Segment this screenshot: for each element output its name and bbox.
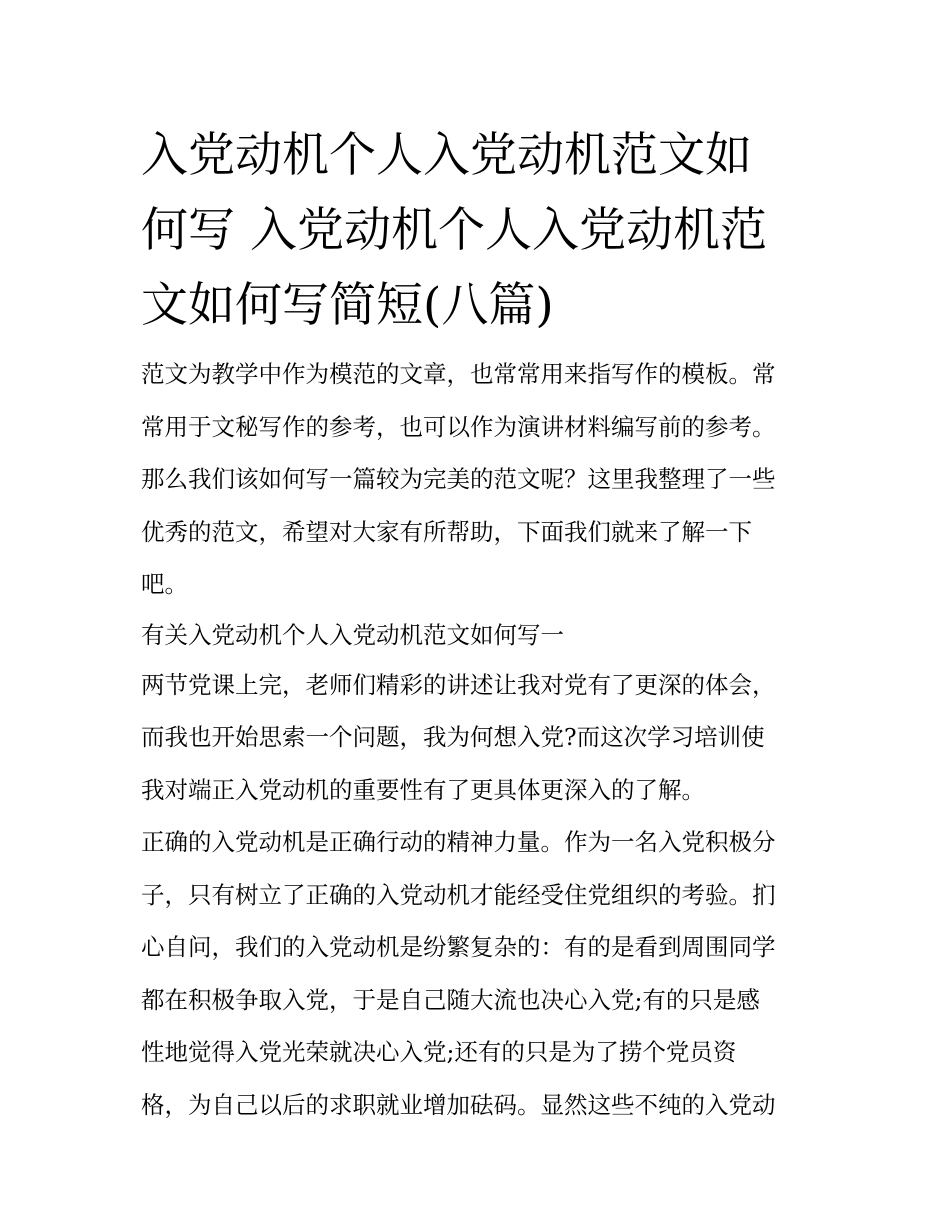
text-line: 范文为教学中作为模范的文章，也常常用来指写作的模板。常: [141, 360, 776, 388]
document-title: [141, 118, 821, 343]
text-line: 正确的入党动机是正确行动的精神力量。作为一名入党积极分: [141, 828, 776, 856]
title-line: 文如何写简短(八篇): [141, 278, 554, 333]
text-line: 心自问，我们的入党动机是纷繁复杂的：有的是看到周围同学: [141, 933, 776, 961]
paragraph-1: [141, 659, 821, 817]
text-line: 性地觉得入党光荣就决心入党;还有的只是为了捞个党员资: [141, 1038, 737, 1066]
text-line: 都在积极争取入党，于是自己随大流也决心入党;有的只是感: [141, 985, 760, 1014]
text-line: 而我也开始思索一个问题，我为何想入党?而这次学习培训使: [141, 723, 765, 751]
text-line: 子，只有树立了正确的入党动机才能经受住党组织的考验。扪: [141, 880, 776, 909]
text-line: 吧。: [141, 570, 188, 598]
text-line: 两节党课上完，老师们精彩的讲述让我对党有了更深的体会，: [141, 670, 776, 699]
title-line: 入党动机个人入党动机范文如: [141, 128, 752, 183]
title-line: 何写 入党动机个人入党动机范: [141, 203, 767, 258]
text-line: 格，为自己以后的求职就业增加砝码。显然这些不纯的入党动: [141, 1090, 776, 1119]
document-body: [141, 118, 821, 1131]
text-line: 我对端正入党动机的重要性有了更具体更深入的了解。: [141, 775, 705, 804]
text-line: 常用于文秘写作的参考，也可以作为演讲材料编写前的参考。: [141, 412, 776, 441]
text-line: 那么我们该如何写一篇较为完美的范文呢？这里我整理了一些: [141, 465, 776, 493]
section-heading: 有关入党动机个人入党动机范文如何写一: [141, 620, 564, 649]
paragraph-2: [141, 816, 821, 1131]
intro-paragraph: [141, 348, 821, 611]
text-line: 优秀的范文，希望对大家有所帮助，下面我们就来了解一下: [141, 517, 752, 546]
